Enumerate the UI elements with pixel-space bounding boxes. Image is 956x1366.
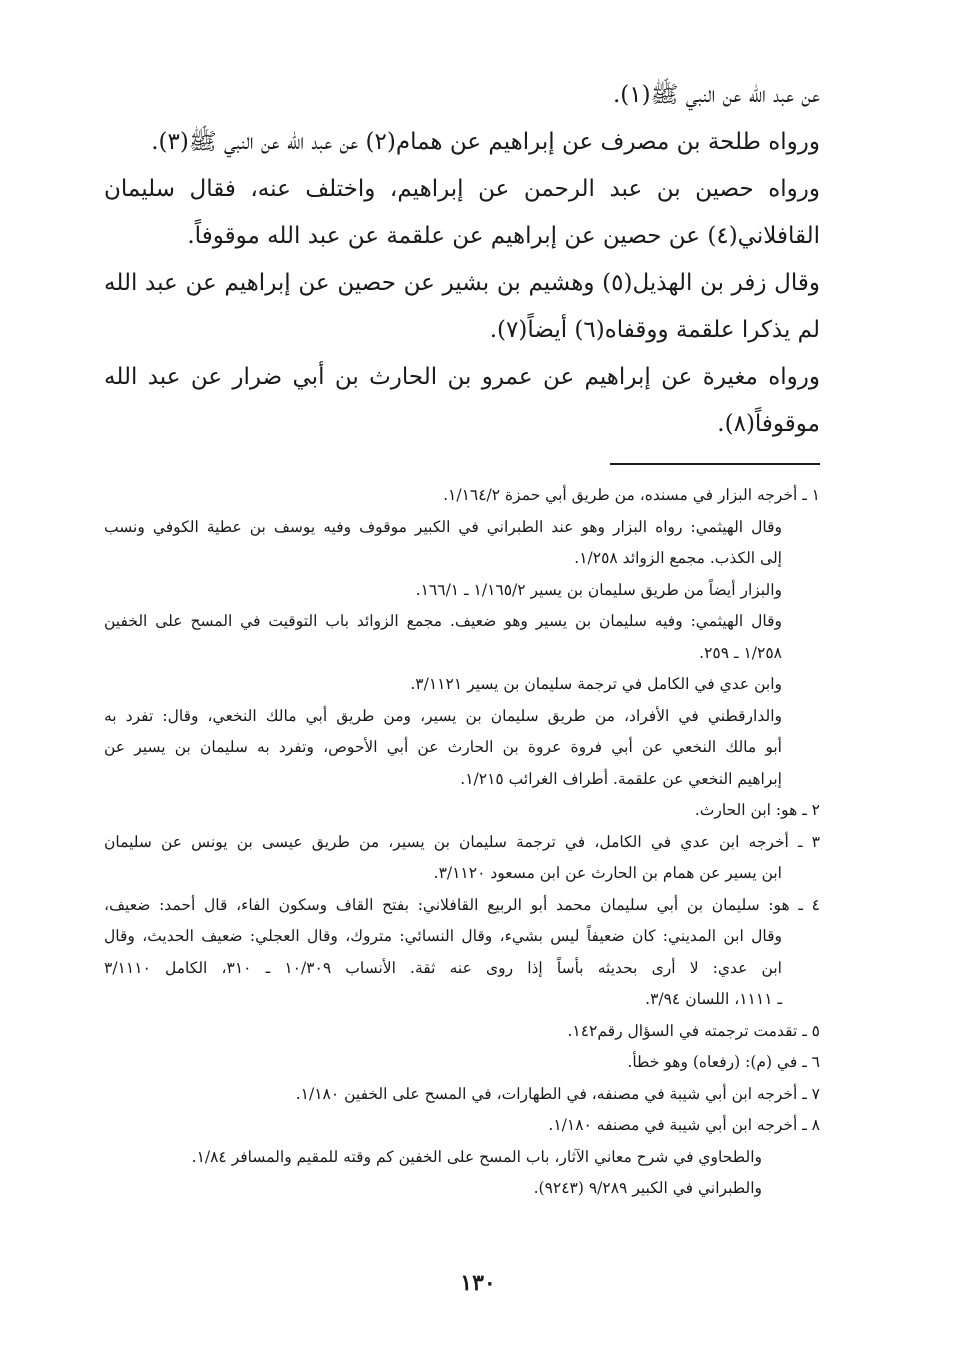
footnote-line: ١ ـ أخرجه البزار في مسنده، من طريق أبي حمزة ١/١٦٤/٢. bbox=[443, 486, 820, 504]
footnote-line: وقال الهيثمي: رواه البزار وهو عند الطبراني في الكبير موقوف وفيه يوسف بن عطية الكوفي ونسب bbox=[104, 517, 782, 536]
footnote-line: ٨ ـ أخرجه ابن أبي شيبة في مصنفه ١/١٨٠. bbox=[548, 1116, 820, 1134]
footnote-line: والدارقطني في الأفراد، من طريق سليمان بن يسير، ومن طريق أبي مالك النخعي، وقال: تفرد به bbox=[104, 706, 782, 725]
footnote-line: ٢ ـ هو: ابن الحارث. bbox=[694, 801, 820, 819]
main-line: ورواه مغيرة عن إبراهيم عن عمرو بن الحارث بن أبي ضرار عن عبد الله bbox=[104, 364, 820, 390]
footnote-line: ـ ١١١١، اللسان ٣/٩٤. bbox=[645, 990, 782, 1008]
main-line: موقوفاً(٨). bbox=[717, 411, 820, 437]
main-line: وقال زفر بن الهذيل(٥) وهشيم بن بشير عن حصين عن إبراهيم عن عبد الله bbox=[104, 270, 820, 296]
main-line: ورواه حصين بن عبد الرحمن عن إبراهيم، واختلف عنه، فقال سليمان bbox=[104, 176, 820, 202]
main-line: عن عبد الله عن النبي ﷺ(١). bbox=[612, 82, 820, 108]
footnote-line: ١/٢٥٨ ـ ٢٥٩. bbox=[699, 643, 782, 662]
main-line: القافلاني(٤) عن حصين عن إبراهيم عن علقمة عن عبد الله موقوفاً. bbox=[187, 223, 820, 249]
footnotes bbox=[104, 480, 820, 1205]
footnote-line: إبراهيم النخعي عن علقمة. أطراف الغرائب ١/٢١٥. bbox=[460, 769, 782, 788]
footnote-line: ٣ ـ أخرجه ابن عدي في الكامل، في ترجمة سليمان بن يسير، من طريق عيسى بن يونس عن سليمان bbox=[104, 832, 820, 851]
footnote-line: والبزار أيضاً من طريق سليمان بن يسير ١/١٦٥/٢ ـ ١٦٦/١. bbox=[415, 580, 782, 599]
footnote-line: أبو مالك النخعي عن أبي فروة عروة بن الحارث عن أبي الأحوص، وتفرد به سليمان بن يسير عن bbox=[104, 738, 782, 756]
footnote-line: والطبراني في الكبير ٩/٢٨٩ (٩٢٤٣). bbox=[533, 1179, 762, 1197]
page-number: ١٣٠ bbox=[460, 1270, 496, 1296]
footnote-line: إلى الكذب. مجمع الزوائد ١/٢٥٨. bbox=[574, 549, 782, 567]
footnote-line: وقال الهيثمي: وفيه سليمان بن يسير وهو ضعيف. مجمع الزوائد باب التوقيت في المسح على الخفين bbox=[104, 612, 782, 630]
main-line: ورواه طلحة بن مصرف عن إبراهيم عن همام(٢) عن عبد الله عن النبي ﷺ(٣). bbox=[151, 129, 820, 155]
footnote-line: ٤ ـ هو: سليمان بن أبي سليمان محمد أبو الربيع القافلاني: بفتح القاف وسكون الفاء، قال أحمد: ضعيف، bbox=[104, 895, 820, 914]
footnote-line: ٧ ـ أخرجه ابن أبي شيبة في مصنفه، في الطهارات، في المسح على الخفين ١/١٨٠. bbox=[295, 1084, 820, 1103]
main-line: لم يذكرا علقمة ووقفاه(٦) أيضاً(٧). bbox=[489, 317, 820, 343]
footnote-line: وقال ابن المديني: كان ضعيفاً ليس بشيء، وقال النسائي: متروك، وقال العجلي: ضعيف الحديث، وقال bbox=[104, 927, 782, 945]
footnote-line: والطحاوي في شرح معاني الآثار، باب المسح على الخفين كم وقته للمقيم والمسافر ١/٨٤. bbox=[191, 1147, 762, 1166]
main-text bbox=[104, 72, 820, 448]
footnote-line: ابن يسير عن همام بن الحارث عن ابن مسعود ٣/١١٢٠. bbox=[433, 864, 782, 882]
footnote-separator bbox=[610, 463, 820, 465]
footnote-line: وابن عدي في الكامل في ترجمة سليمان بن يسير ٣/١١٢١. bbox=[410, 675, 782, 693]
footnote-line: ابن عدي: لا أرى بحديثه بأساً إذا روى عنه ثقة. الأنساب ١٠/٣٠٩ ـ ٣١٠، الكامل ٣/١١١٠ bbox=[104, 958, 782, 977]
footnote-line: ٥ ـ تقدمت ترجمته في السؤال رقم١٤٢. bbox=[567, 1021, 820, 1040]
footnote-line: ٦ ـ في (م): (رفعاه) وهو خطأ. bbox=[627, 1053, 820, 1071]
